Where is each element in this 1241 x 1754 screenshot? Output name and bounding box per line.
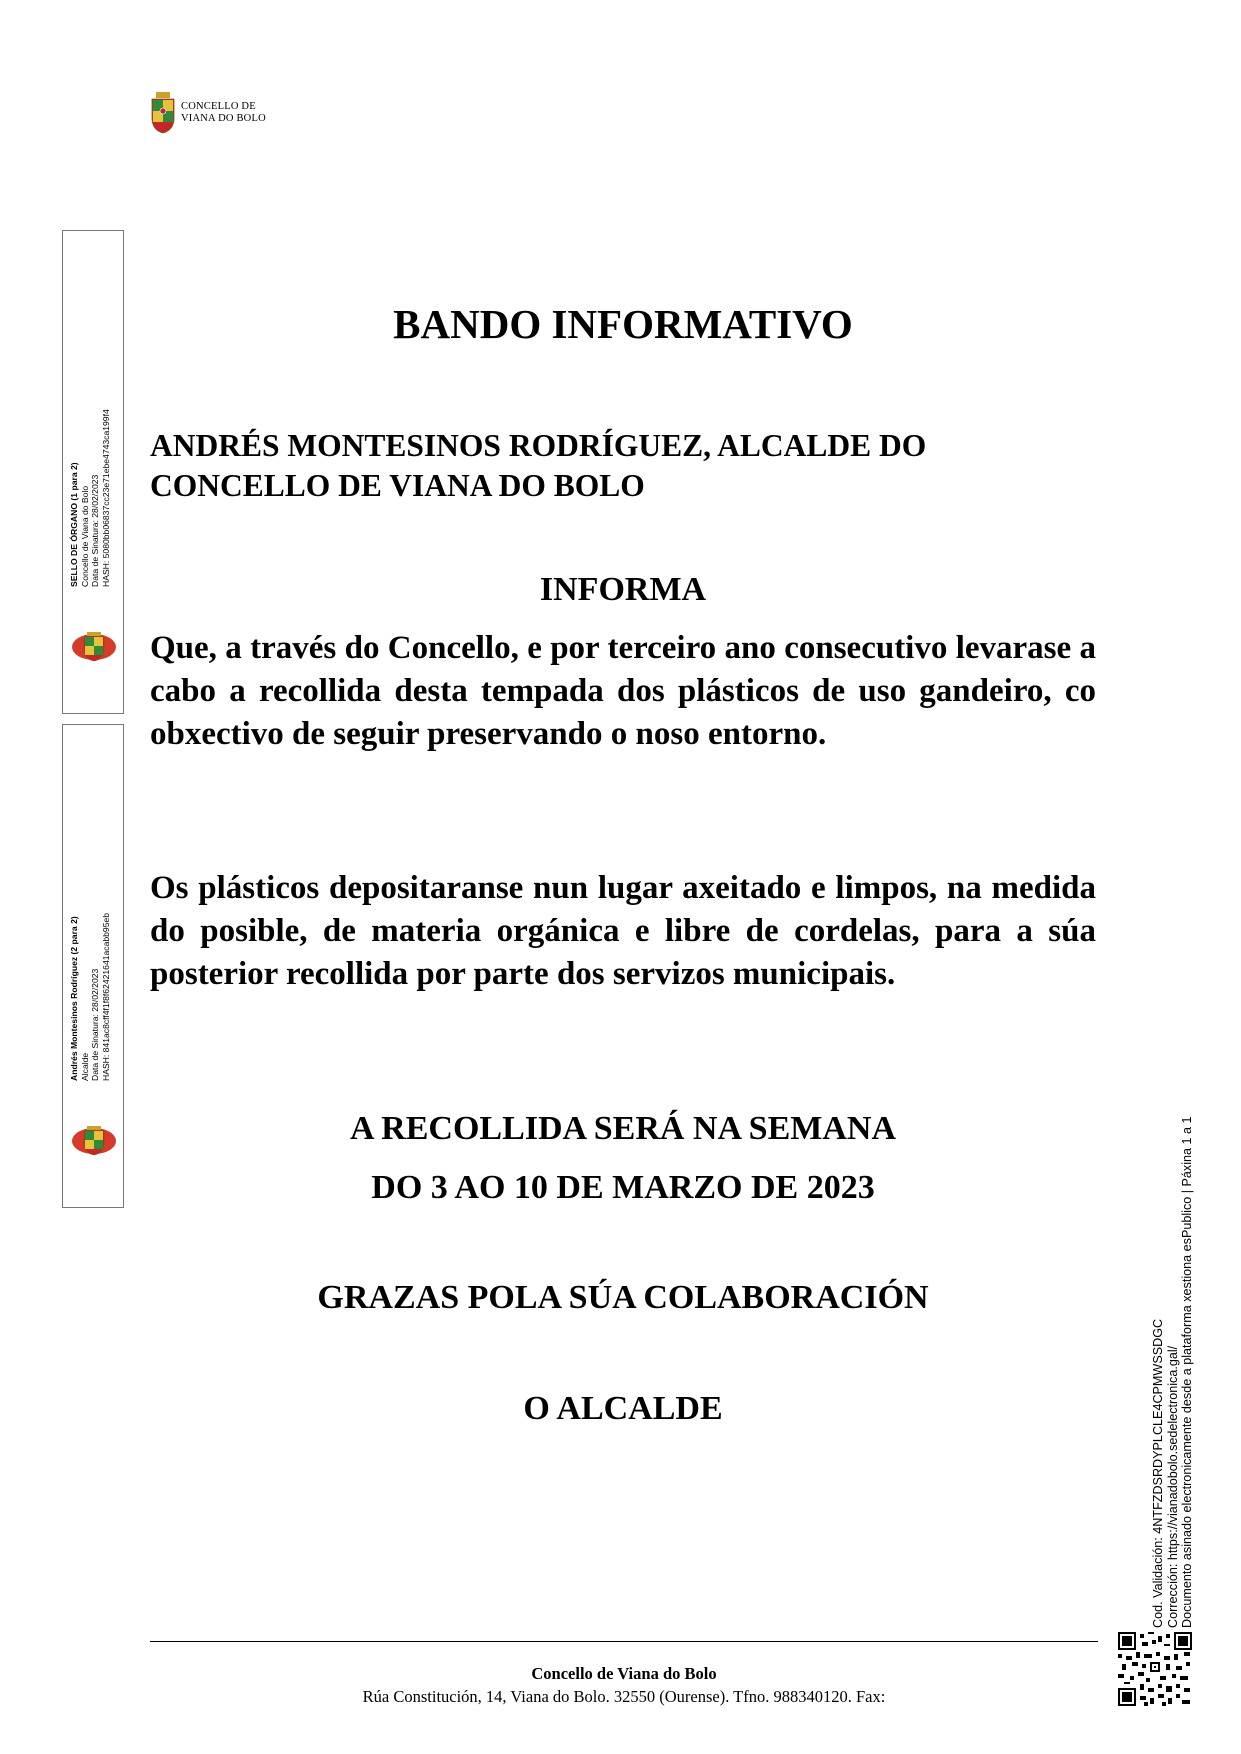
- informa-heading: INFORMA: [539, 571, 707, 608]
- header-logo: [150, 92, 266, 134]
- logo-line-1: CONCELLO DE: [181, 101, 256, 112]
- qr-code-icon: [1118, 1632, 1192, 1706]
- author-line-2: CONCELLO DE VIANA DO BOLO: [150, 468, 645, 503]
- signature-1-line2: Data de Sinatura: 28/02/2023: [90, 474, 101, 587]
- paragraph-1: Que, a través do Concello, e por terceiro ano consecutivo levarase a cabo a recollida desta tempada dos plásticos de uso gandeiro, co obxectivo de seguir preservando o noso entorno.: [150, 630, 1096, 752]
- author-line-1: ANDRÉS MONTESINOS RODRÍGUEZ, ALCALDE DO: [150, 428, 927, 463]
- signature-1-title: SELLO DE ÓRGANO (1 para 2): [69, 462, 79, 587]
- coat-of-arms-icon: [150, 92, 176, 134]
- seal-icon: [71, 1125, 117, 1157]
- signature-text-2: [69, 913, 111, 1081]
- signature-1-line3: HASH: 5080bb06837cc23e71ebe4743ca199f4: [100, 409, 111, 587]
- footer-organization: Concello de Viana do Bolo: [531, 1664, 717, 1683]
- validation-line-1: Cod. Validación: 4NTFZDSRDYPLCLE4CPMWSSDGC: [1151, 1318, 1165, 1628]
- footer-divider: [150, 1641, 1098, 1642]
- signature-box-mayor: [62, 724, 124, 1208]
- signature-box-seal: [62, 230, 124, 714]
- signature-1-line1: Concello de Viana do Bolo: [79, 485, 90, 587]
- logo-text: [181, 101, 266, 125]
- signature-2-line3: HASH: 841ac8cff4f1f8f62421641acabb95eb: [100, 912, 111, 1081]
- paragraph-2: Os plásticos depositaranse nun lugar axeitado e limpos, na medida do posible, de materia orgánica e libre de cordelas, para a súa posterior recollida por parte dos servizos municipais.: [150, 870, 1096, 992]
- collection-week-line-1: A RECOLLIDA SERÁ NA SEMANA: [350, 1110, 896, 1147]
- signature-2-title: Andrés Montesinos Rodríguez (2 para 2): [69, 916, 79, 1081]
- footer-address: Rúa Constitución, 14, Viana do Bolo. 32550 (Ourense). Tfno. 988340120. Fax:: [362, 1687, 886, 1706]
- logo-line-2: VIANA DO BOLO: [181, 113, 266, 124]
- document-title: BANDO INFORMATIVO: [393, 301, 853, 347]
- signoff-text: O ALCALDE: [523, 1390, 723, 1427]
- signature-2-line2: Data de Sinatura: 28/02/2023: [90, 968, 101, 1081]
- validation-line-2: Corrección: https://vianadobolo.sedelectronica.gal/: [1165, 1345, 1180, 1628]
- validation-text: [1151, 1116, 1195, 1628]
- signature-2-line1: Alcalde: [79, 1052, 90, 1081]
- thanks-text: GRAZAS POLA SÚA COLABORACIÓN: [317, 1279, 929, 1316]
- signature-text-1: [69, 409, 111, 587]
- validation-line-3: Documento asinado electronicamente desde a plataforma xestiona esPublico | Páxina 1 a 1: [1180, 1116, 1195, 1628]
- collection-week-line-2: DO 3 AO 10 DE MARZO DE 2023: [371, 1169, 875, 1206]
- seal-icon: [71, 631, 117, 663]
